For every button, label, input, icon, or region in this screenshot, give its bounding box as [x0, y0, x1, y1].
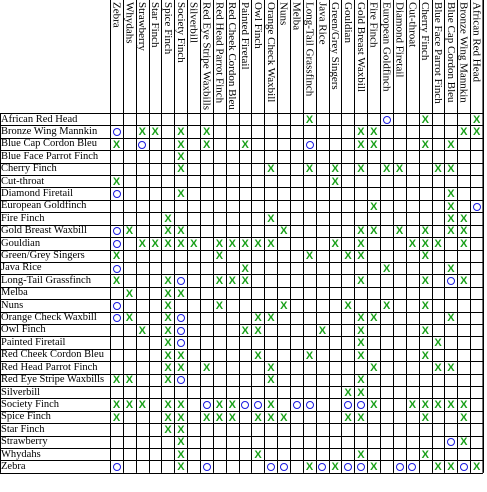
compatible-x-mark: X [267, 163, 275, 176]
compatible-x-mark: X [177, 424, 185, 437]
circle-icon [203, 401, 211, 409]
compatible-x-mark: X [138, 126, 146, 139]
circle-icon [113, 302, 121, 310]
compatible-x-mark: X [112, 175, 121, 188]
compatible-x-mark: X [177, 151, 185, 164]
compatible-x-mark: X [460, 399, 468, 412]
row-header: Gouldian [1, 237, 41, 249]
compatible-o-mark [175, 275, 187, 287]
compatible-x-mark: X [318, 324, 327, 337]
compatible-x-mark: X [331, 461, 339, 474]
compatible-x-mark: X [357, 312, 365, 325]
compatible-x-mark: X [370, 225, 378, 238]
circle-icon [177, 277, 185, 285]
row-header: Strawberry [1, 436, 48, 448]
circle-icon [344, 463, 352, 471]
column-header: Whydahs [123, 2, 136, 44]
compatible-o-mark [175, 312, 187, 324]
circle-icon [473, 203, 481, 211]
column-header: Cherry Finch [419, 2, 432, 61]
compatible-x-mark: X [177, 237, 185, 250]
compatible-x-mark: X [357, 250, 365, 263]
compatible-x-mark: X [447, 262, 455, 275]
row-header: Green/Grey Singers [1, 250, 85, 261]
row-header: Long-Tail Grassfinch [1, 274, 91, 286]
compatible-x-mark: X [267, 411, 275, 424]
circle-icon [460, 463, 468, 471]
compatible-x-mark: X [125, 287, 134, 300]
compatible-x-mark: X [164, 312, 172, 325]
compatible-x-mark: X [164, 299, 172, 312]
compatible-x-mark: X [112, 411, 121, 424]
column-header: Green/Grey Singers [329, 2, 342, 90]
compatible-x-mark: X [370, 399, 378, 412]
compatible-o-mark [175, 325, 187, 337]
compatible-x-mark: X [112, 250, 121, 263]
compatible-x-mark: X [434, 337, 442, 350]
compatible-x-mark: X [254, 448, 262, 461]
compatible-x-mark: X [370, 362, 378, 374]
compatible-o-mark [111, 461, 123, 473]
compatible-o-mark [316, 461, 328, 473]
circle-icon [113, 240, 121, 248]
compatible-o-mark [111, 126, 123, 138]
compatible-x-mark: X [254, 312, 262, 325]
compatible-x-mark: X [125, 374, 134, 387]
compatible-x-mark: X [215, 237, 224, 250]
row-header: Red Cheek Cordon Bleu [1, 349, 104, 361]
compatible-x-mark: X [434, 461, 442, 474]
circle-icon [447, 438, 455, 446]
circle-icon [113, 190, 121, 198]
compatible-x-mark: X [421, 448, 429, 461]
compatible-x-mark: X [177, 188, 185, 201]
compatible-o-mark [471, 201, 483, 213]
compatible-x-mark: X [305, 113, 314, 126]
row-header: Orange Check Waxbill [1, 312, 97, 324]
compatible-o-mark [111, 263, 123, 275]
compatible-x-mark: X [164, 225, 172, 238]
compatible-x-mark: X [421, 250, 429, 263]
compatible-x-mark: X [421, 349, 429, 362]
compatible-x-mark: X [447, 461, 455, 474]
compatible-o-mark [265, 461, 277, 473]
compatible-x-mark: X [215, 411, 224, 424]
compatible-x-mark: X [164, 237, 172, 250]
circle-icon [241, 401, 249, 409]
compatible-x-mark: X [421, 138, 429, 151]
row-header: Star Finch [1, 423, 45, 435]
compatible-x-mark: X [434, 362, 442, 374]
row-header: Blue Cap Cordon Bleu [1, 138, 97, 150]
compatible-x-mark: X [267, 399, 275, 412]
compatible-x-mark: X [382, 299, 391, 312]
compatible-x-mark: X [254, 349, 262, 362]
column-header: Melba [290, 2, 303, 31]
compatible-x-mark: X [254, 237, 262, 250]
column-header: Painted Firetail [239, 2, 252, 70]
compatible-x-mark: X [202, 362, 211, 374]
compatible-x-mark: X [267, 374, 275, 387]
compatible-x-mark: X [408, 237, 417, 250]
compatible-x-mark: X [357, 349, 365, 362]
row-header: Painted Firetail [1, 336, 66, 348]
compatible-x-mark: X [215, 399, 224, 412]
compatible-x-mark: X [305, 349, 314, 362]
row-header: Silverbill [1, 386, 41, 398]
compatible-x-mark: X [421, 299, 429, 312]
compatible-x-mark: X [370, 461, 378, 474]
compatible-x-mark: X [447, 163, 455, 176]
compatible-x-mark: X [460, 275, 468, 288]
compatible-o-mark [111, 312, 123, 324]
row-header: Spice Finch [1, 411, 51, 423]
compatible-o-mark [201, 399, 213, 411]
compatible-x-mark: X [421, 225, 429, 238]
compatible-o-mark [342, 399, 354, 411]
compatible-x-mark: X [177, 287, 185, 300]
compatible-o-mark [111, 225, 123, 237]
compatible-x-mark: X [357, 237, 365, 250]
compatible-x-mark: X [164, 337, 172, 350]
compatible-x-mark: X [177, 163, 185, 176]
column-header: Red Eye Stripe Waxbills [200, 2, 213, 110]
compatible-x-mark: X [164, 362, 172, 374]
column-header: Long-Tail Grassfinch [303, 2, 316, 97]
compatible-x-mark: X [164, 399, 172, 412]
compatible-x-mark: X [421, 399, 429, 412]
circle-icon [267, 463, 275, 471]
compatible-o-mark [381, 114, 393, 126]
column-header: African Red Head [470, 2, 483, 83]
column-header: Gouldian [341, 2, 354, 43]
compatible-o-mark [252, 399, 264, 411]
row-header: Java Rice [1, 262, 42, 274]
compatible-x-mark: X [447, 188, 455, 201]
row-header: Bronze Wing Mannkin [1, 125, 98, 137]
column-header: Orange Check Waxbill [264, 2, 277, 103]
circle-icon [306, 141, 314, 149]
compatible-x-mark: X [421, 324, 429, 337]
column-header: Spice Finch [161, 2, 174, 55]
compatible-x-mark: X [447, 362, 455, 374]
column-header: Red Cheek Cordon Bleu [226, 2, 239, 110]
compatible-x-mark: X [112, 275, 121, 288]
column-header: Diamond Firetail [393, 2, 406, 78]
compatible-o-mark [304, 399, 316, 411]
compatible-x-mark: X [125, 225, 134, 238]
compatible-x-mark: X [434, 163, 442, 176]
compatible-o-mark [111, 300, 123, 312]
compatible-x-mark: X [382, 163, 391, 176]
circle-icon [177, 339, 185, 347]
circle-icon [138, 141, 146, 149]
compatible-x-mark: X [421, 237, 429, 250]
compatible-x-mark: X [190, 237, 198, 250]
compatible-x-mark: X [331, 237, 339, 250]
compatible-x-mark: X [151, 126, 159, 139]
compatible-x-mark: X [357, 337, 365, 350]
compatible-o-mark [175, 374, 187, 386]
compatible-x-mark: X [177, 461, 185, 474]
compatible-x-mark: X [408, 399, 417, 412]
compatible-x-mark: X [344, 386, 352, 399]
compatible-x-mark: X [125, 312, 134, 325]
circle-icon [113, 128, 121, 136]
row-header: Fire Finch [1, 212, 45, 224]
column-header: Nuns [277, 2, 290, 26]
circle-icon [408, 463, 416, 471]
compatible-x-mark: X [357, 225, 365, 238]
compatible-x-mark: X [241, 262, 249, 275]
circle-icon [177, 314, 185, 322]
compatible-x-mark: X [460, 225, 468, 238]
compatible-x-mark: X [370, 200, 378, 213]
compatible-o-mark [111, 238, 123, 250]
column-header: Blue Face Parrot Finch [432, 2, 444, 104]
compatible-o-mark [201, 461, 213, 473]
compatible-x-mark: X [254, 324, 262, 337]
compatible-x-mark: X [112, 374, 121, 387]
compatible-x-mark: X [305, 250, 314, 263]
circle-icon [203, 463, 211, 471]
circle-icon [280, 463, 288, 471]
compatible-x-mark: X [241, 275, 249, 288]
compatible-x-mark: X [344, 250, 352, 263]
compatible-x-mark: X [460, 126, 468, 139]
compatible-x-mark: X [202, 411, 211, 424]
compatible-o-mark [406, 461, 418, 473]
row-header: Owl Finch [1, 324, 46, 336]
column-header: Bronze Wing Mannkin [457, 2, 470, 103]
compatible-o-mark [458, 461, 470, 473]
compatible-x-mark: X [112, 399, 121, 412]
compatible-x-mark: X [228, 237, 236, 250]
compatible-x-mark: X [382, 262, 391, 275]
compatible-x-mark: X [421, 113, 429, 126]
compatible-x-mark: X [460, 213, 468, 226]
compatible-x-mark: X [447, 213, 455, 226]
column-header: Red Head Parrot Finch [213, 2, 226, 104]
compatible-x-mark: X [280, 299, 288, 312]
circle-icon [396, 463, 404, 471]
compatible-x-mark: X [357, 138, 365, 151]
row-header: Red Head Parrot Finch [1, 361, 98, 373]
compatible-x-mark: X [473, 113, 481, 126]
compatible-x-mark: X [138, 237, 146, 250]
compatible-x-mark: X [112, 138, 121, 151]
column-header: Blue Cap Cordon Bleu [444, 2, 457, 103]
compatible-x-mark: X [202, 138, 211, 151]
compatible-x-mark: X [177, 126, 185, 139]
circle-icon [177, 327, 185, 335]
compatible-x-mark: X [241, 138, 249, 151]
compatible-x-mark: X [177, 349, 185, 362]
compatible-o-mark [304, 139, 316, 151]
circle-icon [383, 116, 391, 124]
circle-icon [113, 463, 121, 471]
row-header: Nuns [1, 299, 24, 311]
compatible-x-mark: X [460, 237, 468, 250]
column-header: Java Rice [316, 2, 329, 45]
compatible-x-mark: X [395, 225, 404, 238]
compatible-x-mark: X [177, 411, 185, 424]
row-header: Cherry Finch [1, 163, 57, 175]
column-header: Star Finch [149, 2, 162, 48]
compatible-x-mark: X [267, 312, 275, 325]
compatible-x-mark: X [357, 386, 365, 399]
compatible-x-mark: X [331, 163, 339, 176]
compatible-x-mark: X [434, 399, 442, 412]
column-header: Gold Breast Waxbill [354, 2, 367, 92]
compatible-x-mark: X [395, 163, 404, 176]
circle-icon [447, 277, 455, 285]
compatible-o-mark [111, 188, 123, 200]
compatible-x-mark: X [177, 138, 185, 151]
compatible-x-mark: X [344, 411, 352, 424]
compatible-x-mark: X [164, 374, 172, 387]
compatible-x-mark: X [370, 126, 378, 139]
compatible-x-mark: X [357, 126, 365, 139]
circle-icon [357, 401, 365, 409]
row-header: Blue Face Parrot Finch [1, 150, 99, 162]
compatible-x-mark: X [305, 461, 314, 474]
compatible-x-mark: X [460, 436, 468, 449]
row-header: European Goldfinch [1, 200, 87, 212]
column-header: Zebra [110, 2, 123, 28]
compatible-x-mark: X [164, 287, 172, 300]
row-header: Zebra [1, 460, 26, 472]
circle-icon [318, 463, 326, 471]
compatible-x-mark: X [357, 448, 365, 461]
column-header: Society Finch [174, 2, 187, 63]
circle-icon [293, 401, 301, 409]
compatible-x-mark: X [177, 448, 185, 461]
compatible-x-mark: X [421, 411, 429, 424]
compatible-x-mark: X [267, 362, 275, 374]
compatible-x-mark: X [447, 225, 455, 238]
compatible-x-mark: X [460, 411, 468, 424]
compatible-o-mark [394, 461, 406, 473]
compatible-o-mark [355, 399, 367, 411]
compatible-x-mark: X [447, 399, 455, 412]
compatible-x-mark: X [228, 399, 236, 412]
compatible-o-mark [239, 399, 251, 411]
compatible-x-mark: X [357, 374, 365, 387]
circle-icon [344, 401, 352, 409]
compatible-x-mark: X [473, 126, 481, 139]
compatible-x-mark: X [177, 362, 185, 374]
compatible-x-mark: X [370, 312, 378, 325]
row-header: Diamond Firetail [1, 187, 74, 199]
circle-icon [177, 376, 185, 384]
row-header: African Red Head [1, 113, 78, 125]
compatible-x-mark: X [357, 324, 365, 337]
compatible-x-mark: X [447, 200, 455, 213]
row-header: Red Eye Stripe Waxbills [1, 374, 105, 386]
compatible-x-mark: X [280, 225, 288, 238]
compatible-x-mark: X [280, 411, 288, 424]
compatible-x-mark: X [151, 237, 159, 250]
compatible-x-mark: X [357, 163, 365, 176]
compatible-o-mark [278, 461, 290, 473]
compatible-x-mark: X [215, 299, 224, 312]
circle-icon [357, 463, 365, 471]
compatible-x-mark: X [254, 411, 262, 424]
compatible-o-mark [355, 461, 367, 473]
compatible-o-mark [342, 461, 354, 473]
column-header: Strawberry [136, 2, 149, 51]
row-header: Cut-throat [1, 175, 45, 187]
compatible-x-mark: X [370, 138, 378, 151]
compatible-x-mark: X [138, 324, 146, 337]
compatible-o-mark [136, 139, 148, 151]
compatible-x-mark: X [177, 436, 185, 449]
column-header: Silverbill [187, 2, 200, 43]
compatible-x-mark: X [241, 324, 249, 337]
compatible-x-mark: X [241, 237, 249, 250]
compatible-x-mark: X [202, 126, 211, 139]
compatible-x-mark: X [177, 399, 185, 412]
column-header: Owl Finch [251, 2, 264, 49]
column-header: European Goldfinch [380, 2, 393, 92]
compatible-x-mark: X [473, 461, 481, 474]
row-header: Melba [1, 287, 28, 299]
compatible-x-mark: X [164, 324, 172, 337]
compatible-x-mark: X [344, 299, 352, 312]
compatible-o-mark [291, 399, 303, 411]
compatible-x-mark: X [177, 225, 185, 238]
circle-icon [113, 265, 121, 273]
compatible-x-mark: X [215, 275, 224, 288]
compatible-x-mark: X [267, 237, 275, 250]
row-header: Society Finch [1, 398, 60, 410]
compatible-o-mark [445, 275, 457, 287]
compatible-x-mark: X [267, 213, 275, 226]
circle-icon [113, 314, 121, 322]
compatible-x-mark: X [357, 411, 365, 424]
circle-icon [306, 401, 314, 409]
compatible-x-mark: X [125, 399, 134, 412]
column-header: Fire Finch [367, 2, 380, 48]
compatible-x-mark: X [331, 175, 339, 188]
compatible-x-mark: X [228, 411, 236, 424]
compatible-x-mark: X [138, 399, 146, 412]
compatible-x-mark: X [421, 275, 429, 288]
compatible-x-mark: X [357, 275, 365, 288]
circle-icon [113, 227, 121, 235]
compatible-x-mark: X [434, 237, 442, 250]
compatible-x-mark: X [164, 411, 172, 424]
compatible-x-mark: X [447, 312, 455, 325]
compatible-x-mark: X [215, 250, 224, 263]
compatible-x-mark: X [164, 275, 172, 288]
row-header: Whydahs [1, 448, 41, 460]
compatible-x-mark: X [164, 213, 172, 226]
compatible-x-mark: X [447, 138, 455, 151]
row-header: Gold Breast Waxbill [1, 225, 87, 237]
compatible-x-mark: X [164, 424, 172, 437]
compatible-x-mark: X [164, 349, 172, 362]
compatible-x-mark: X [228, 275, 236, 288]
compatible-o-mark [445, 436, 457, 448]
circle-icon [254, 401, 262, 409]
compatible-x-mark: X [305, 163, 314, 176]
compatible-o-mark [175, 337, 187, 349]
column-header: Cut-throat [406, 2, 419, 48]
